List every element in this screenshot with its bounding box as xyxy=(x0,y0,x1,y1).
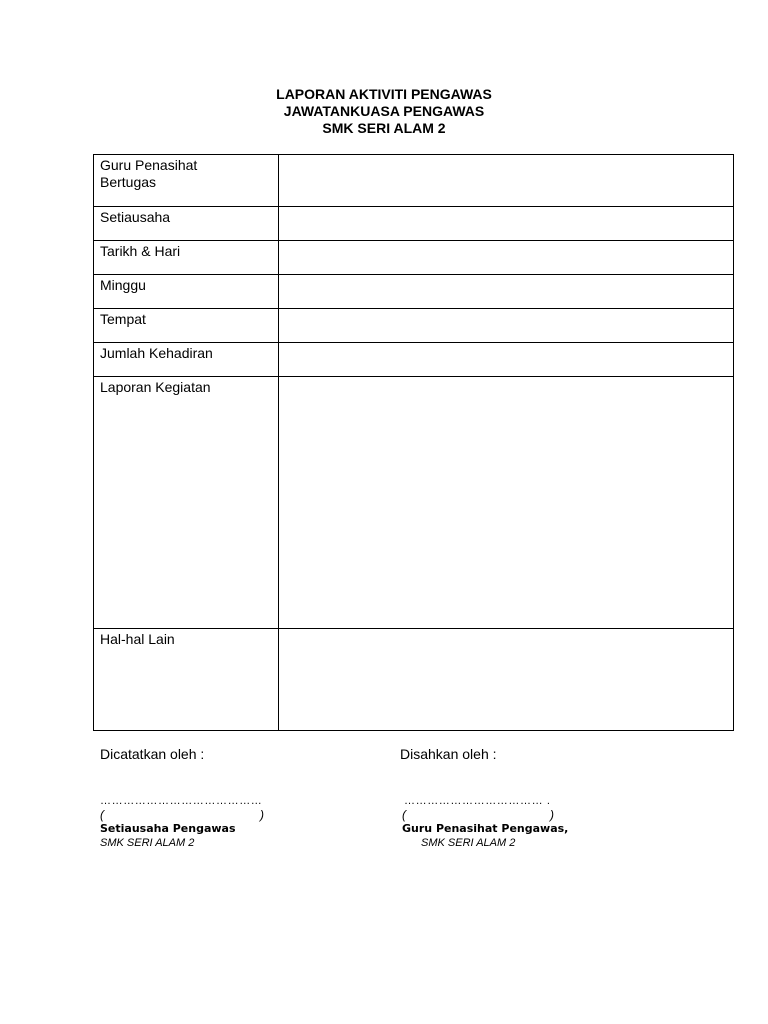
form-label: Minggu xyxy=(94,275,279,309)
form-row-tarikh-hari xyxy=(94,241,734,275)
form-value-tempat[interactable] xyxy=(279,309,734,343)
form-label: Setiausaha xyxy=(94,207,279,241)
form-value-hal-hal-lain[interactable] xyxy=(279,629,734,731)
signature-block-recorder xyxy=(100,746,380,850)
form-row-minggu xyxy=(94,275,734,309)
signature-line: …………………………………… xyxy=(100,795,263,807)
committee-name: JAWATANKUASA PENGAWAS xyxy=(283,103,485,119)
bracket-open: ( xyxy=(100,808,104,822)
report-header xyxy=(0,86,768,137)
form-value-setiausaha[interactable] xyxy=(279,207,734,241)
signatory-role: Setiausaha Pengawas xyxy=(100,822,236,835)
form-label: Tempat xyxy=(94,309,279,343)
form-label: Jumlah Kehadiran xyxy=(94,343,279,377)
report-form-table xyxy=(93,154,734,731)
form-label: Tarikh & Hari xyxy=(94,241,279,275)
signatory-school: SMK SERI ALAM 2 xyxy=(421,837,516,849)
form-row-guru-penasihat xyxy=(94,155,734,207)
name-bracket xyxy=(100,808,380,822)
form-value-guru-penasihat[interactable] xyxy=(279,155,734,207)
form-value-minggu[interactable] xyxy=(279,275,734,309)
bracket-open: ( xyxy=(402,808,406,822)
recorded-by-caption: Dicatatkan oleh : xyxy=(100,746,205,762)
form-value-laporan-kegiatan[interactable] xyxy=(279,377,734,629)
form-row-hal-hal-lain xyxy=(94,629,734,731)
form-value-tarikh-hari[interactable] xyxy=(279,241,734,275)
form-row-laporan-kegiatan xyxy=(94,377,734,629)
approved-by-caption: Disahkan oleh : xyxy=(400,746,497,762)
bracket-close: ) xyxy=(550,808,554,822)
signature-block-approver xyxy=(400,746,700,850)
signatory-school: SMK SERI ALAM 2 xyxy=(100,837,195,849)
form-row-setiausaha xyxy=(94,207,734,241)
form-label: Laporan Kegiatan xyxy=(94,377,279,629)
report-title: LAPORAN AKTIVITI PENGAWAS xyxy=(276,86,492,102)
signatory-role: Guru Penasihat Pengawas, xyxy=(402,822,569,835)
bracket-close: ) xyxy=(260,808,264,822)
form-label: Hal-hal Lain xyxy=(94,629,279,731)
school-name: SMK SERI ALAM 2 xyxy=(322,120,446,136)
form-label: Guru Penasihat Bertugas xyxy=(94,155,279,207)
form-row-jumlah-kehadiran xyxy=(94,343,734,377)
form-row-tempat xyxy=(94,309,734,343)
name-bracket xyxy=(400,808,700,822)
signature-line: ……………………………… . xyxy=(404,795,551,807)
form-value-jumlah-kehadiran[interactable] xyxy=(279,343,734,377)
